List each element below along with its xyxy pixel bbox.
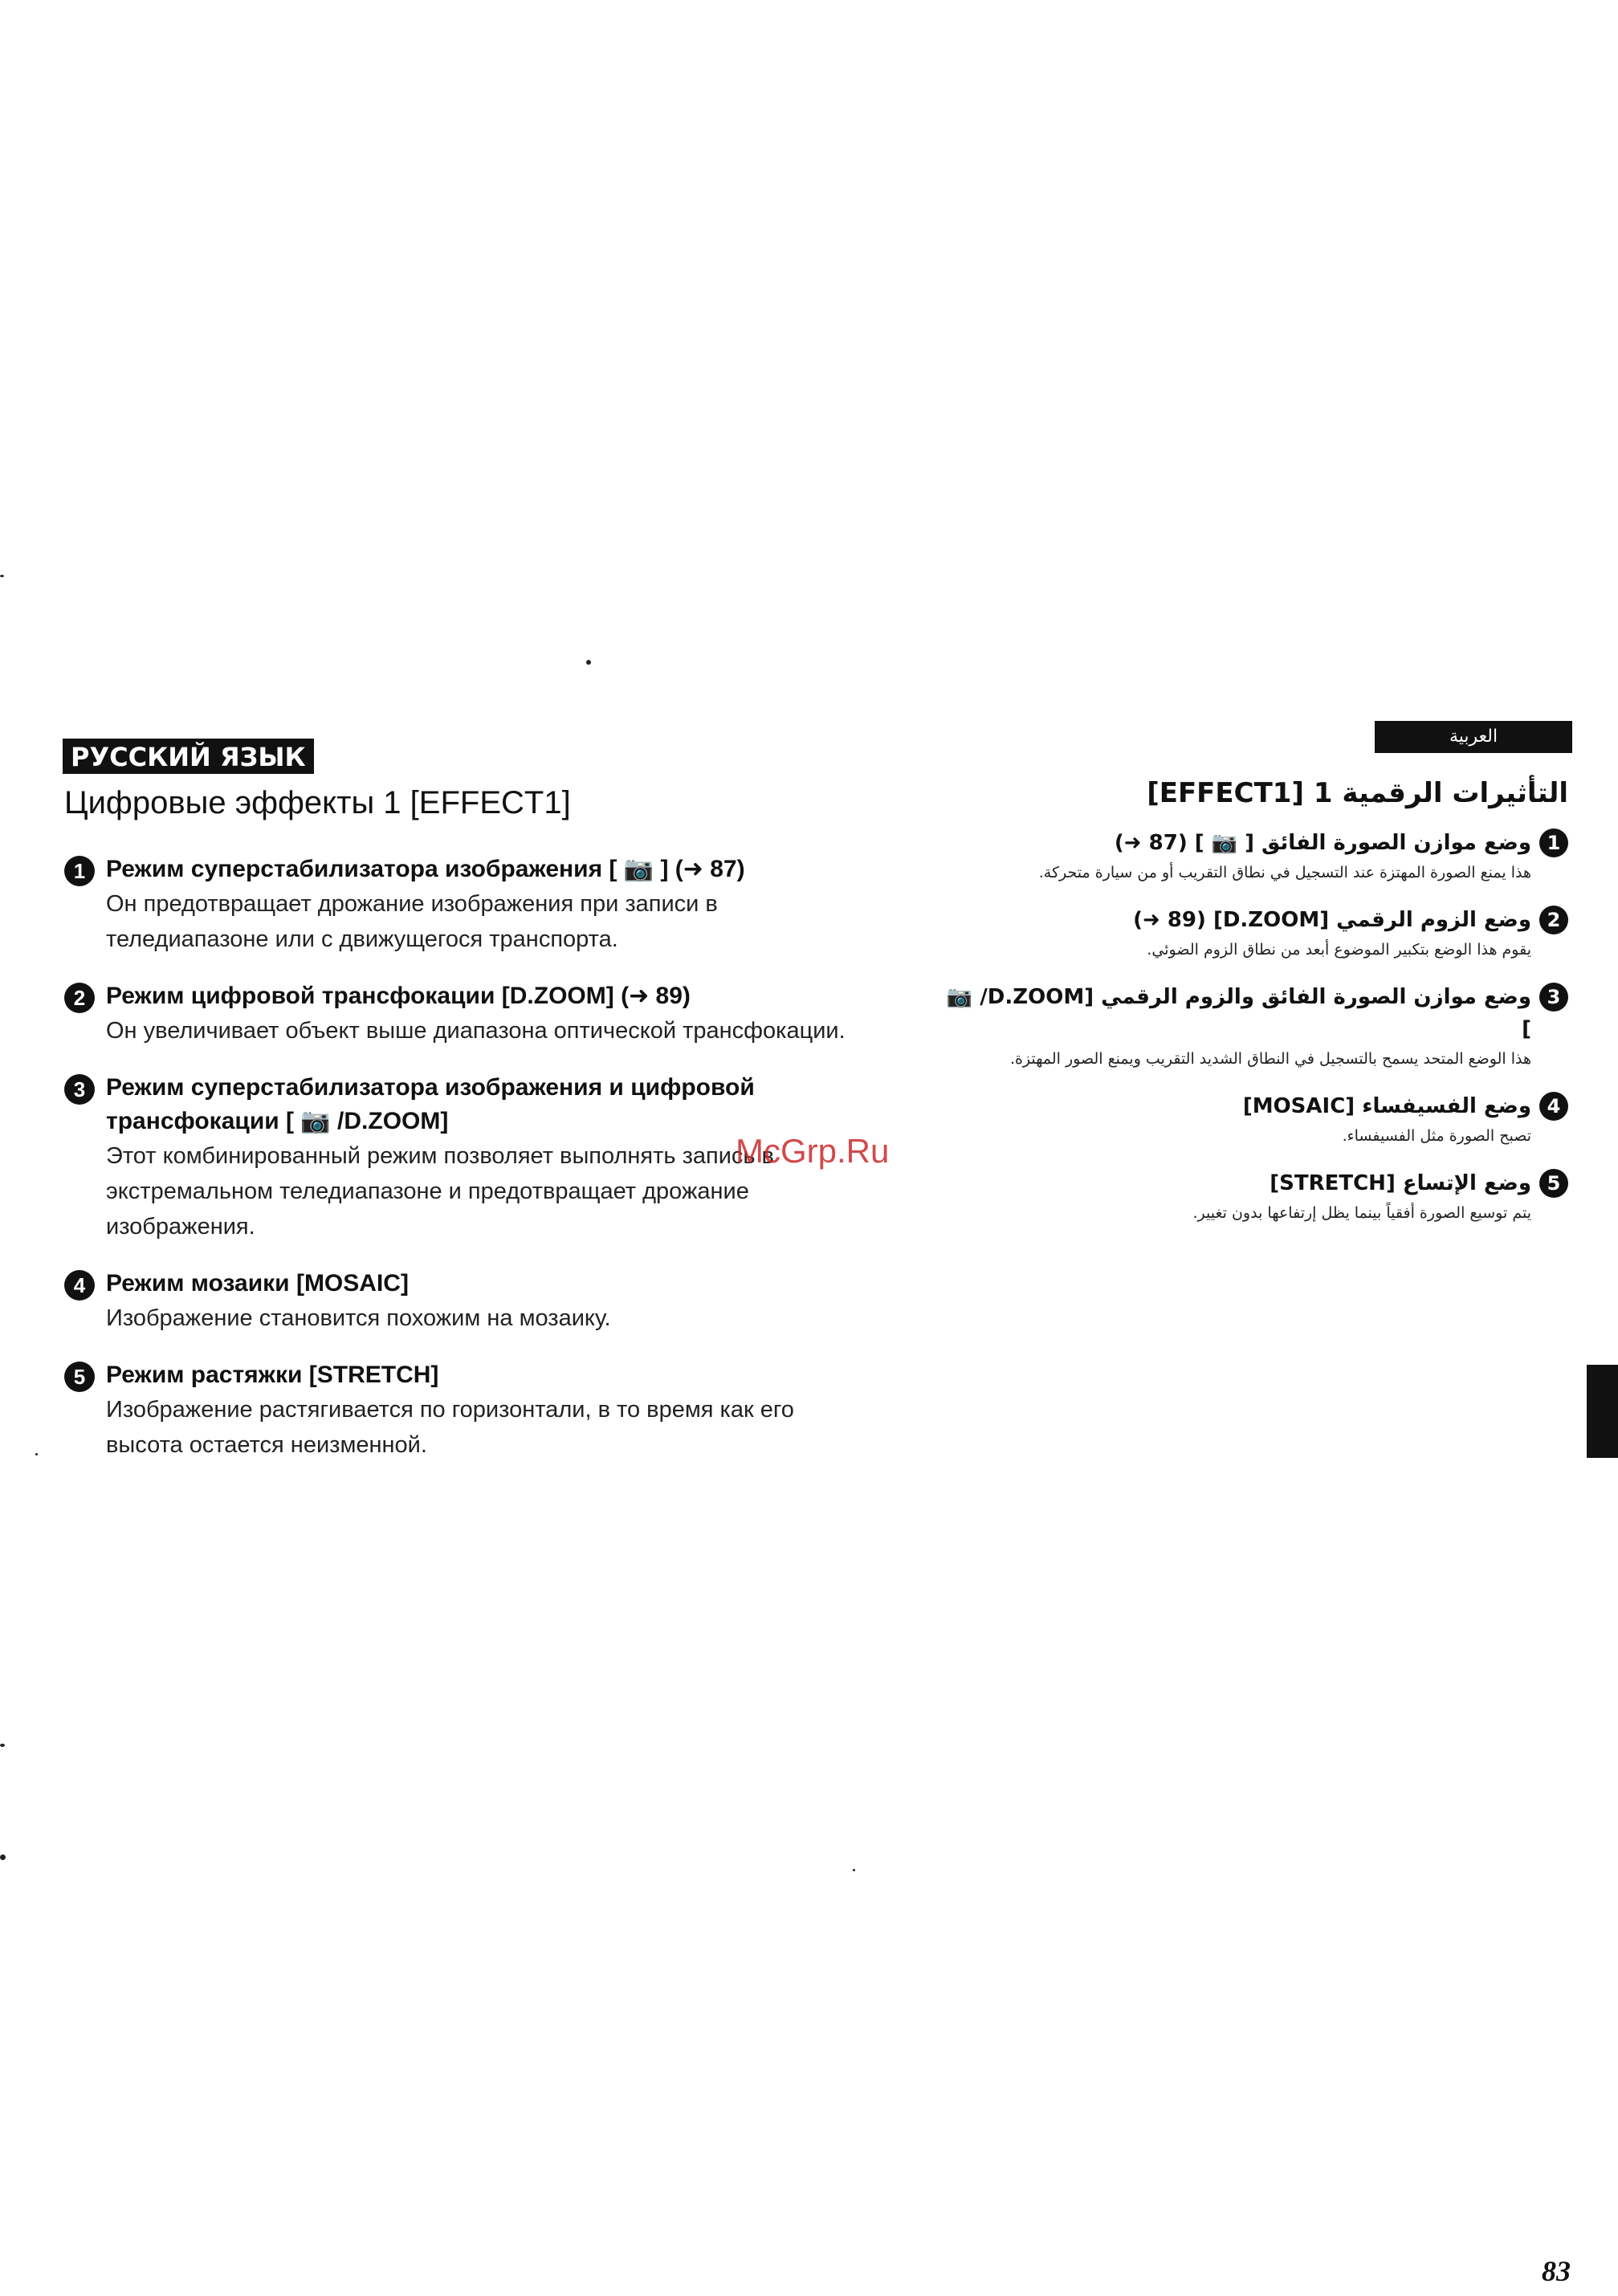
item-heading: Режим растяжки [STRETCH] [106, 1362, 439, 1388]
number-badge: 3 [64, 1074, 95, 1105]
item-description: Изображение становится похожим на мозаику. [106, 1305, 611, 1331]
watermark: McGrp.Ru [736, 1132, 890, 1170]
item-description: Он увеличивает объект выше диапазона оптической трансфокации. [106, 1018, 846, 1044]
list-item [64, 1267, 875, 1336]
item-description: Изображение растягивается по горизонтали, в то время как его высота остается неизменной. [106, 1397, 794, 1458]
item-heading: وضع الفسيفساء [MOSAIC] [1242, 1094, 1531, 1118]
number-badge: 5 [1539, 1169, 1568, 1198]
item-heading: وضع الزوم الرقمي [D.ZOOM] (89 ➜) [1133, 908, 1531, 932]
item-heading: Режим суперстабилизатора изображения и цифровой трансфокации [ 📷 /D.ZOOM] [106, 1074, 755, 1134]
scan-speck [35, 1453, 38, 1455]
number-badge: 2 [1539, 906, 1568, 934]
section-tab-marker [1587, 1365, 1618, 1458]
number-badge: 1 [1539, 828, 1568, 857]
list-item [64, 1358, 875, 1463]
list-item [942, 827, 1568, 886]
item-description: يقوم هذا الوضع بتكبير الموضوع أبعد من نطاق الزوم الضوئي. [1147, 941, 1531, 959]
item-heading: Режим цифровой трансфокации [D.ZOOM] (➜ 89) [106, 983, 691, 1009]
list-item [64, 853, 875, 957]
list-item [942, 981, 1568, 1073]
number-badge: 5 [64, 1362, 95, 1392]
number-badge: 3 [1539, 983, 1568, 1012]
item-description: تصبح الصورة مثل الفسيفساء. [1342, 1127, 1531, 1145]
item-heading: وضع موازن الصورة الفائق والزوم الرقمي [D.ZOOM/ 📷 ] [946, 985, 1531, 1041]
number-badge: 4 [1539, 1092, 1568, 1121]
scan-speck [0, 1744, 5, 1747]
number-badge: 1 [64, 856, 95, 886]
item-description: يتم توسيع الصورة أفقياً بينما يظل إرتفاعها بدون تغيير. [1192, 1204, 1531, 1222]
item-description: هذا الوضع المتحد يسمح بالتسجيل في النطاق الشديد التقريب ويمنع الصور المهتزة. [1009, 1050, 1531, 1068]
page-number: 83 [1542, 2255, 1571, 2287]
item-description: Этот комбинированный режим позволяет выполнять запись в экстремальном теледиапазоне и предотвращает дрожание изображения. [106, 1143, 774, 1240]
arabic-page-title: التأثيرات الرقمية 1 [EFFECT1] [1147, 777, 1568, 809]
item-heading: وضع موازن الصورة الفائق [ 📷 ] (87 ➜) [1114, 831, 1531, 855]
scan-speck [586, 660, 591, 665]
list-item [64, 979, 875, 1048]
number-badge: 4 [64, 1270, 95, 1301]
russian-page-title: Цифровые эффекты 1 [EFFECT1] [64, 785, 571, 820]
number-badge: 2 [64, 983, 95, 1013]
arabic-language-badge: العربية [1375, 721, 1572, 753]
item-description: هذا يمنع الصورة المهتزة عند التسجيل في نطاق التقريب أو من سيارة متحركة. [1038, 864, 1531, 881]
item-heading: Режим мозаики [MOSAIC] [106, 1270, 409, 1297]
scan-speck [0, 1854, 6, 1860]
list-item [942, 904, 1568, 963]
arabic-effects-list [942, 827, 1568, 1244]
scan-speck [0, 575, 4, 577]
list-item [942, 1167, 1568, 1227]
list-item [942, 1090, 1568, 1150]
item-heading: Режим суперстабилизатора изображения [ 📷 ] (➜ 87) [106, 856, 745, 882]
russian-language-badge: РУССКИЙ ЯЗЫК [63, 739, 314, 774]
scan-speck [853, 1869, 855, 1871]
item-heading: وضع الإتساع [STRETCH] [1270, 1171, 1531, 1195]
item-description: Он предотвращает дрожание изображения при записи в теледиапазоне или с движущегося транспорта. [106, 891, 718, 952]
